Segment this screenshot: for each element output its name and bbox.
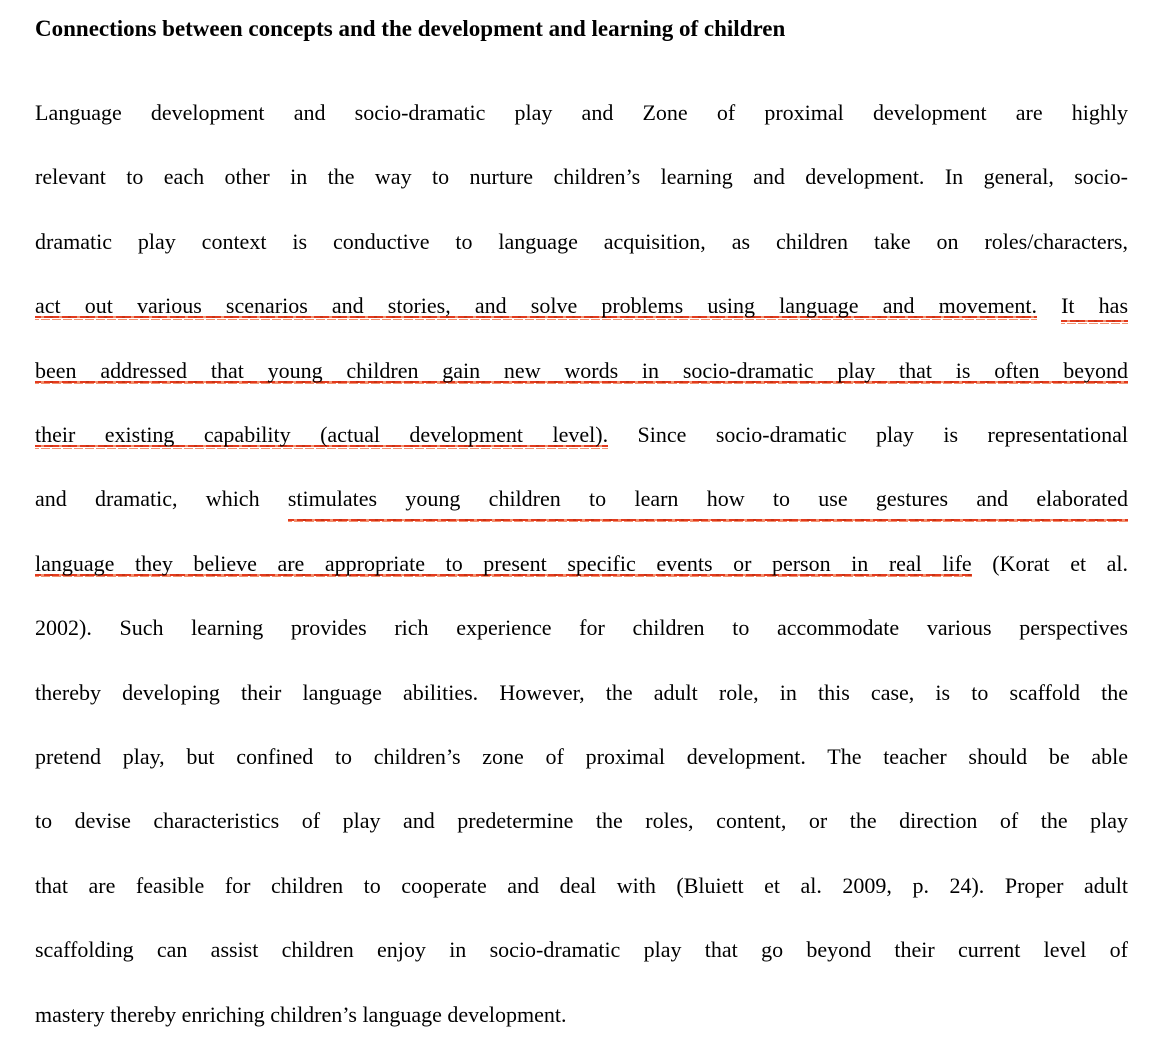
text-segment: Since socio-dramatic play is representational xyxy=(608,422,1129,448)
text-line xyxy=(35,467,1128,531)
text-segment: pretend play, but confined to children’s zone of proximal development. The teacher should be able xyxy=(35,744,1128,770)
text-line xyxy=(35,210,1128,274)
underlined-phrase: stimulates young children to learn how to use gestures and elaborated xyxy=(288,486,1128,522)
text-segment: relevant to each other in the way to nurture children’s learning and development. In general, socio- xyxy=(35,164,1128,190)
underlined-phrase: act out various scenarios and stories, and solve problems using language and movement. xyxy=(35,293,1037,319)
text-line xyxy=(35,403,1128,467)
text-segment: dramatic play context is conductive to language acquisition, as children take on roles/characters, xyxy=(35,228,1128,254)
text-segment: Language development and socio-dramatic play and Zone of proximal development are highly xyxy=(35,100,1128,125)
text-line xyxy=(35,532,1128,596)
text-segment: scaffolding can assist children enjoy in socio-dramatic play that go beyond their current level of xyxy=(35,937,1128,963)
underlined-phrase: their existing capability (actual development level). xyxy=(35,422,609,448)
underlined-phrase: language they believe are appropriate to present specific events or person in real life xyxy=(35,550,972,576)
underlined-phrase: It has xyxy=(1061,293,1128,324)
text-line xyxy=(35,789,1128,853)
text-line xyxy=(35,725,1128,789)
text-segment: thereby developing their language abilities. However, the adult role, in this case, is to scaffold the xyxy=(35,679,1128,705)
text-line xyxy=(35,274,1128,338)
text-line xyxy=(35,145,1128,209)
paragraph xyxy=(35,81,1128,1047)
text-line xyxy=(35,983,1128,1047)
text-line xyxy=(35,339,1128,403)
text-line xyxy=(35,918,1128,982)
underlined-phrase: been addressed that young children gain new words in socio-dramatic play that is often beyond xyxy=(35,357,1128,383)
text-line xyxy=(35,854,1128,918)
text-segment: to devise characteristics of play and predetermine the roles, content, or the direction of the play xyxy=(35,808,1128,834)
text-segment: that are feasible for children to cooperate and deal with (Bluiett et al. 2009, p. 24). Proper adult xyxy=(35,872,1128,898)
text-line xyxy=(35,81,1128,145)
text-line xyxy=(35,661,1128,725)
text-segment: 2002). Such learning provides rich experience for children to accommodate various perspectives xyxy=(35,615,1128,641)
text-segment xyxy=(1037,293,1061,318)
document-heading: Connections between concepts and the development and learning of children xyxy=(35,16,786,41)
text-line xyxy=(35,596,1128,660)
text-segment: (Korat et al. xyxy=(971,550,1129,576)
text-segment: and dramatic, which xyxy=(35,486,288,512)
text-segment: mastery thereby enriching children’s language development. xyxy=(35,1001,567,1027)
